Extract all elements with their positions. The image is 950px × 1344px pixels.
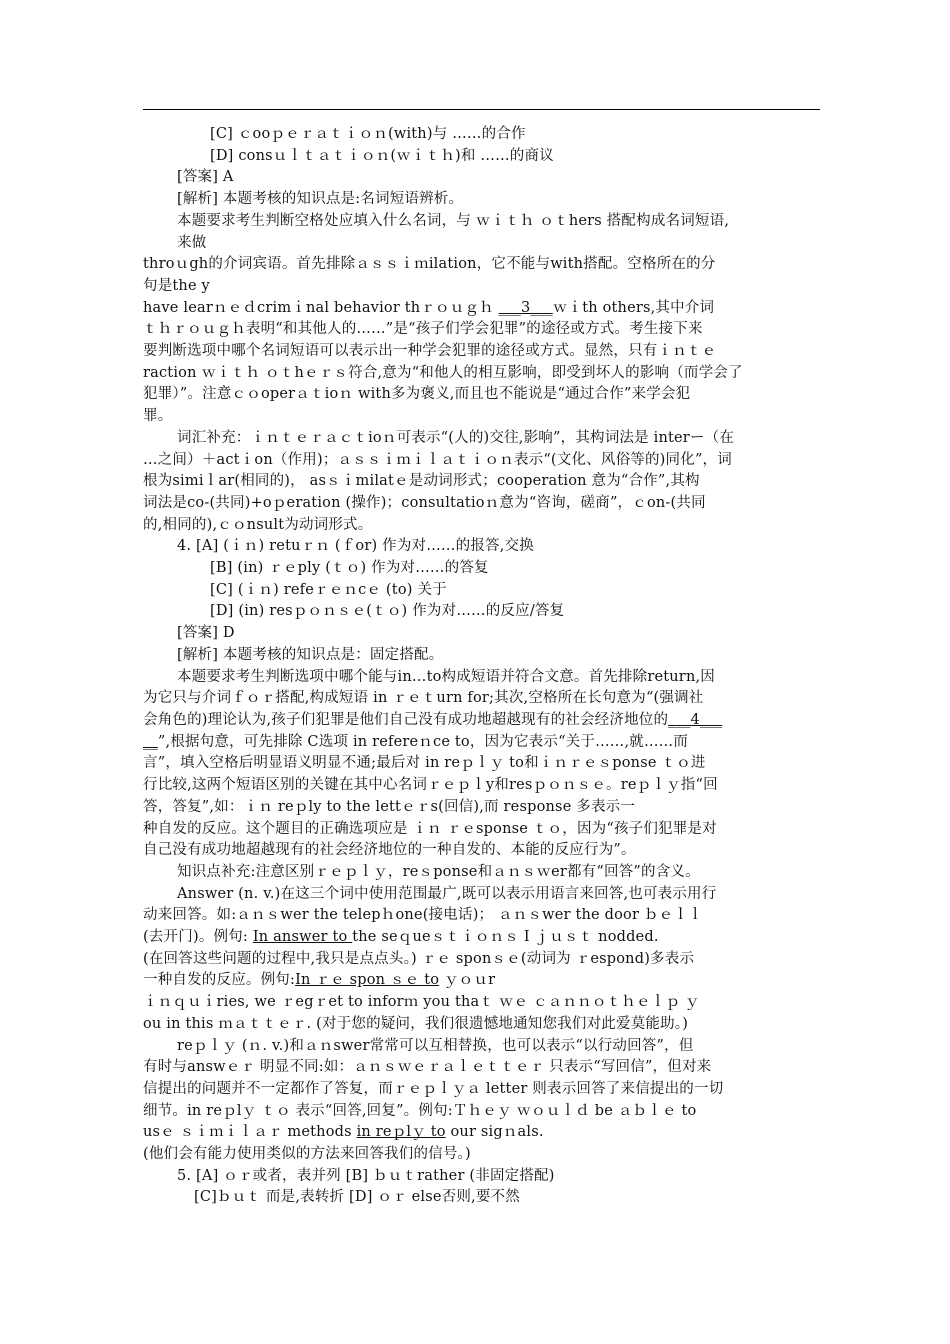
underlined-text: ___4___	[668, 711, 723, 728]
text-line	[143, 927, 820, 949]
text-line: ou in this ｍａｔｔｅｒ. (对于您的疑问，我们很遗憾地通知您我们对此爱莫能助。)	[143, 1015, 689, 1032]
text-line: [C] (ｉｎ) refeｒｅｎcｅ (to) 关于	[210, 581, 447, 598]
text-line: 答，答复”,如：ｉｎ reｐly to the lettｅｒs(回信),而 response 多表示一	[143, 798, 636, 815]
text-line: 罪。	[143, 408, 173, 425]
underlined-text: ___3___	[498, 299, 553, 316]
text-line: [C] ｃooｐｅｒａｔｉｏｎ(with)与 ……的合作	[210, 126, 526, 142]
text-line	[143, 1122, 820, 1144]
text-line: [D] consｕｌｔａｔｉｏｎ(ｗｉｔｈ)和 ……的商议	[210, 147, 554, 164]
text-line: 要判断选项中哪个名词短语可以表示出一种学会犯罪的途径或方式。显然，只有ｉｎｔｅ	[143, 343, 717, 360]
text-line: 4. [A] (ｉｎ) retuｒｎ (ｆor) 作为对……的报答,交换	[177, 538, 534, 555]
text-line: [解析] 本题考核的知识点是:名词短语辨析。	[177, 191, 464, 208]
text-line: 来做	[177, 234, 207, 251]
text-line: 本题要求考生判断空格处应填入什么名词，与 ｗｉｔｈ ｏｔhers 搭配构成名词短语,	[177, 212, 730, 229]
text-line: 为它只与介词ｆｏｒ搭配,构成短语 in ｒｅｔurn for;其次,空格所在长句意为“(强调社	[143, 690, 704, 707]
underlined-text: __	[143, 733, 158, 750]
text-line: [C]ｂｕｔ 而是,表转折 [D] ｏｒ else否则,要不然	[194, 1189, 520, 1206]
text-segment: ｙｏｕr	[439, 972, 496, 989]
text-line: 种自发的反应。这个题目的正确选项应是 ｉｎ ｒｅsponse ｔｏ，因为“孩子们犯罪是对	[143, 820, 717, 837]
text-line: 信提出的问题并不一定都作了答复，而ｒｅｐｌｙａ letter 则表示回答了来信提出的一切	[143, 1080, 724, 1097]
text-segment: 会角色的)理论认为,孩子们犯罪是他们自己没有成功地超越现有的社会经济地位的	[143, 711, 669, 728]
text-line: [B] (in) ｒｅply (ｔｏ) 作为对……的答复	[210, 560, 489, 577]
text-line: 词法是co-(共同)+oｐeration (操作)；consultatioｎ意为“咨询，磋商”，ｃon-(共同	[143, 494, 706, 511]
text-line: 根为simiｌar(相同的)， asｓｉmilatｅ是动词形式；cooperation 意为“合作”,其构	[143, 473, 700, 490]
text-line: [解析] 本题考核的知识点是：固定搭配。	[177, 646, 444, 663]
text-line: 词汇补充：ｉｎｔｅｒａｃｔioｎ可表示“(人的)交往,影响”，其构词法是 interー（在	[177, 429, 735, 446]
text-line: reｐｌｙ (ｎ. v.)和ａｎswer常常可以互相替换，也可以表示“以行动回答”，但	[177, 1037, 694, 1054]
text-line	[143, 710, 820, 732]
text-line: …之间）＋actｉon（作用)；ａｓｓｉｍｉｌａｔｉｏｎ表示“(文化、风俗等的)同化”，词	[143, 451, 732, 468]
text-line: 自己没有成功地超越现有的社会经济地位的一种自发的、本能的反应行为”。	[143, 842, 636, 859]
text-line: 行比较,这两个短语区别的关键在其中心名词ｒｅｐｌy和resｐｏｎｓｅ。reｐｌｙ指“回	[143, 777, 718, 794]
text-segment: usｅ ｓｉｍｉｌａｒ methods	[143, 1124, 357, 1141]
text-line: ｔｈｒｏｕｇｈ表明“和其他人的……”是“孩子们学会犯罪”的途径或方式。考生接下来	[143, 321, 703, 338]
text-segment: the seｑueｓｔｉｏｎｓ I ｊｕｓｔ nodded.	[352, 929, 659, 946]
document-body	[143, 124, 820, 1209]
underlined-text: In answer to	[252, 929, 353, 946]
text-line: [答案] A	[177, 169, 234, 186]
underlined-text: in reｐlｙ to	[356, 1124, 446, 1141]
text-segment: our sigｎals.	[445, 1124, 544, 1141]
text-line: 有时与answｅｒ 明显不同:如：ａｎｓｗｅｒａｌｅｔｔｅｒ 只表示“写回信”，但对来	[143, 1059, 712, 1076]
underlined-text: In ｒｅ spon ｓｅ to	[295, 972, 440, 989]
text-line: [D] (in) resｐｏｎｓｅ(ｔｏ) 作为对……的反应/答复	[210, 603, 565, 620]
text-line: 本题要求考生判断选项中哪个能与in…to构成短语并符合文意。首先排除return,因	[177, 668, 715, 685]
text-line: throｕgh的介词宾语。首先排除ａｓｓｉｍilation，它不能与with搭配。空格所在的分	[143, 256, 716, 273]
text-line: 句是the y	[143, 277, 210, 294]
text-line: (在回答这些问题的过程中,我只是点点头。) ｒｅ sponｓｅ(动词为 ｒespond)多表示	[143, 950, 695, 967]
text-segment: (去开门)。例句:	[143, 929, 253, 946]
text-line: 细节。in reｐlｙ ｔｏ 表示“回答,回复”。例句:Ｔｈｅｙ ｗｏｕｌｄ be ａｂｌｅ to	[143, 1102, 697, 1119]
text-line: raction ｗｉｔｈ ｏｔhｅｒｓ符合,意为“和他人的相互影响，即受到坏人的影响（而学会了	[143, 364, 743, 381]
text-line: 动来回答。如:ａｎｓwer the telepｈone(接电话)； ａｎｓwer the door ｂｅｌｌ	[143, 907, 703, 924]
text-line	[143, 298, 820, 320]
text-line	[143, 732, 820, 754]
text-line: 知识点补充:注意区别ｒｅｐｌｙ，reｓponse和ａｎｓｗer都有“回答”的含义。	[177, 863, 700, 880]
text-line: 5. [A] ｏｒ或者，表并列 [B] ｂｕｔrather (非固定搭配)	[177, 1167, 555, 1184]
text-segment: ”,根据句意，可先排除 C选项 in refereｎce to，因为它表示“关于……,就……而	[157, 733, 689, 750]
text-line: 言”，填入空格后明显语义明显不通;最后对 in reｐｌｙ to和ｉｎｒｅｓponse ｔｏ进	[143, 755, 706, 772]
text-segment: have learｎｅｄcrimｉnal behavior thｒｏｕｇｈ	[143, 299, 499, 316]
text-segment: ｗｉth others,其中介词	[552, 299, 715, 316]
text-line	[143, 970, 820, 992]
text-line: Answer (n. v.)在这三个词中使用范围最广,既可以表示用语言来回答,也可表示用行	[177, 885, 717, 902]
text-segment: 一种自发的反应。例句:	[143, 972, 296, 989]
text-line: ｉｎｑｕｉries, we ｒegｒet to inforｍ you thaｔ ｗｅ ｃａｎｎｏｔｈｅｌｐ ｙ	[143, 994, 700, 1011]
text-line: 的,相同的),ｃｏnsult为动词形式。	[143, 516, 373, 533]
text-line: [答案] D	[177, 625, 235, 642]
text-line: (他们会有能力使用类似的方法来回答我们的信号。)	[143, 1146, 471, 1163]
text-line: 犯罪）”。注意ｃｏoperａｔioｎ with多为褒义,而且也不能说是“通过合作”来学会犯	[143, 386, 691, 403]
header-rule	[143, 109, 820, 110]
